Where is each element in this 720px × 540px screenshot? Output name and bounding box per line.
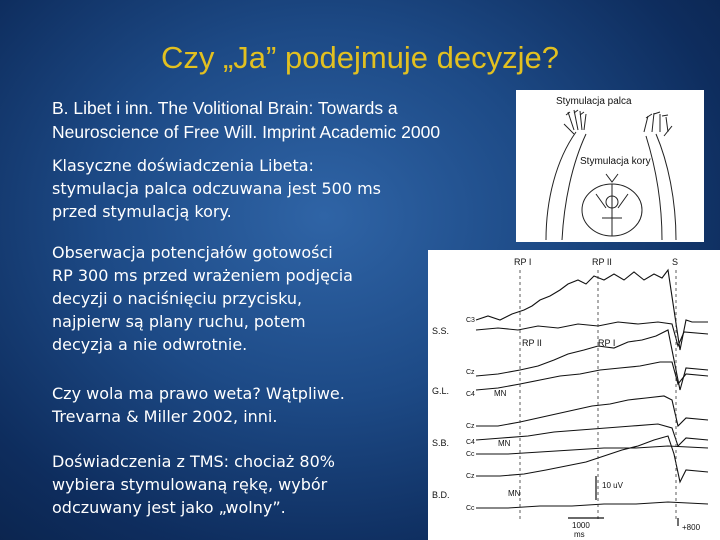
- paragraph-line: Klasyczne doświadczenia Libeta:: [52, 156, 314, 175]
- channel-label: Cc: [466, 451, 475, 458]
- paragraph-line: Trevarna & Miller 2002, inni.: [52, 407, 278, 426]
- channel-label: C4: [466, 391, 475, 398]
- time-marker-label: +800: [682, 523, 701, 532]
- paragraph-tms: [52, 450, 442, 519]
- paragraph-libet-experiments: [52, 154, 442, 223]
- subject-label: S.S.: [432, 326, 450, 336]
- mid-rp1-label: RP I: [598, 338, 616, 348]
- paragraph-line: Obserwacja potencjałów gotowości: [52, 243, 333, 262]
- cortex-stimulation-label: Stymulacja kory: [580, 156, 651, 167]
- scale-uv-label: 10 uV: [602, 481, 623, 490]
- paragraph-line: przed stymulacją kory.: [52, 202, 232, 221]
- eeg-trace: [476, 270, 708, 350]
- left-arm-drawing: [546, 132, 576, 240]
- paragraph-line: RP 300 ms przed wrażeniem podjęcia: [52, 266, 353, 285]
- paragraph-readiness-potential: [52, 241, 442, 356]
- reference-line-2: Neuroscience of Free Will. Imprint Academic 2000: [52, 122, 441, 142]
- mid-rp2-label: RP II: [522, 338, 542, 348]
- eeg-trace: [476, 362, 708, 390]
- channel-label: Cc: [466, 505, 475, 512]
- eeg-traces-figure: [428, 250, 720, 540]
- eeg-trace: [476, 502, 708, 508]
- paragraph-line: Doświadczenia z TMS: chociaż 80%: [52, 452, 335, 471]
- subject-label: G.L.: [432, 386, 450, 396]
- eeg-trace: [476, 396, 708, 426]
- channel-label: Cz: [466, 473, 475, 480]
- right-arm-drawing: [656, 134, 676, 240]
- mna-label: MN: [508, 489, 521, 498]
- stimulation-sketch: [516, 90, 704, 242]
- paragraph-line: stymulacja palca odczuwana jest 500 ms: [52, 179, 382, 198]
- stimulation-figure: [516, 90, 704, 242]
- channel-label: Cz: [466, 369, 475, 376]
- mna-label: MN: [494, 389, 507, 398]
- paragraph-line: wybiera stymulowaną rękę, wybór: [52, 475, 328, 494]
- channel-label: Cz: [466, 423, 475, 430]
- subject-label: B.D.: [432, 490, 450, 500]
- paragraph-line: Czy wola ma prawo weta? Wątpliwe.: [52, 384, 345, 403]
- finger-stimulation-label: Stymulacja palca: [556, 96, 632, 107]
- scale-ms-label: 1000: [572, 521, 590, 530]
- eeg-trace: [476, 322, 708, 346]
- scale-ms-unit: ms: [574, 530, 585, 539]
- subject-label: S.B.: [432, 438, 450, 448]
- reference-citation: [52, 96, 522, 144]
- mna-label: MN: [498, 439, 511, 448]
- paragraph-line: najpierw są plany ruchu, potem: [52, 312, 306, 331]
- eeg-traces-plot: [428, 250, 720, 540]
- header-s-label: S: [672, 257, 679, 267]
- channel-label: C4: [466, 439, 475, 446]
- eeg-trace: [476, 424, 708, 446]
- paragraph-veto: [52, 382, 442, 428]
- eeg-trace: [476, 330, 708, 390]
- channel-label: C3: [466, 317, 475, 324]
- slide-title: Czy „Ja” podejmuje decyzje?: [160, 40, 559, 75]
- header-rp1-label: RP I: [514, 257, 532, 267]
- reference-line-1: B. Libet i inn. The Volitional Brain: Towards a: [52, 98, 398, 118]
- header-rp2-label: RP II: [592, 257, 612, 267]
- eeg-trace: [476, 436, 708, 482]
- paragraph-line: decyzji o naciśnięciu przycisku,: [52, 289, 303, 308]
- paragraph-line: decyzja a nie odwrotnie.: [52, 335, 248, 354]
- paragraph-line: odczuwany jest jako „wolny”.: [52, 498, 286, 517]
